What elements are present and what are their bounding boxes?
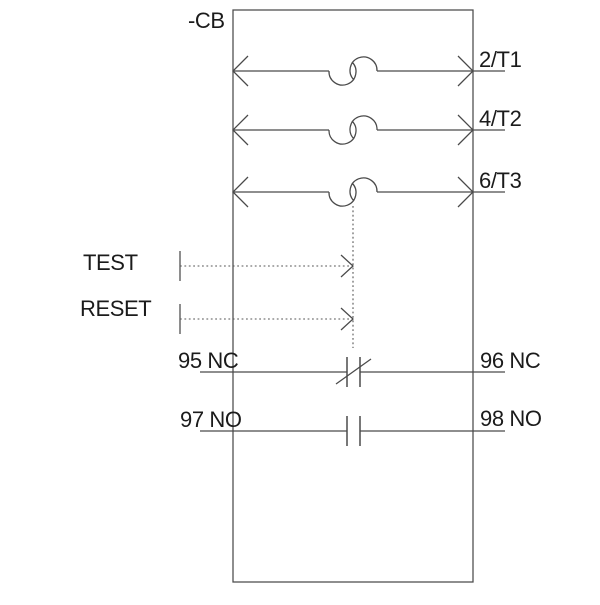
thermal-element-icon: [350, 57, 377, 80]
thermal-element-icon: [329, 121, 356, 144]
nc-left-terminal-label: 95 NC: [178, 348, 239, 373]
terminal-label: 2/T1: [479, 47, 522, 72]
thermal-element-icon: [329, 183, 356, 206]
no-left-terminal-label: 97 NO: [180, 407, 242, 432]
thermal-element-icon: [329, 62, 356, 85]
power-pole-1: [233, 47, 522, 86]
nc-right-terminal-label: 96 NC: [480, 348, 541, 373]
no-right-terminal-label: 98 NO: [480, 406, 542, 431]
test-label: TEST: [83, 250, 138, 275]
no-contact-row: [180, 406, 542, 446]
thermal-element-icon: [350, 116, 377, 139]
thermal-element-icon: [350, 178, 377, 201]
reset-label: RESET: [80, 296, 152, 321]
relay-body-outline: [233, 10, 473, 582]
terminal-label: 4/T2: [479, 106, 522, 131]
test-actuator: [83, 250, 353, 281]
reset-actuator: [80, 296, 353, 334]
power-pole-2: [233, 106, 522, 145]
terminal-label: 6/T3: [479, 168, 522, 193]
device-designation-label: -CB: [188, 8, 225, 33]
power-pole-3: [233, 168, 522, 207]
